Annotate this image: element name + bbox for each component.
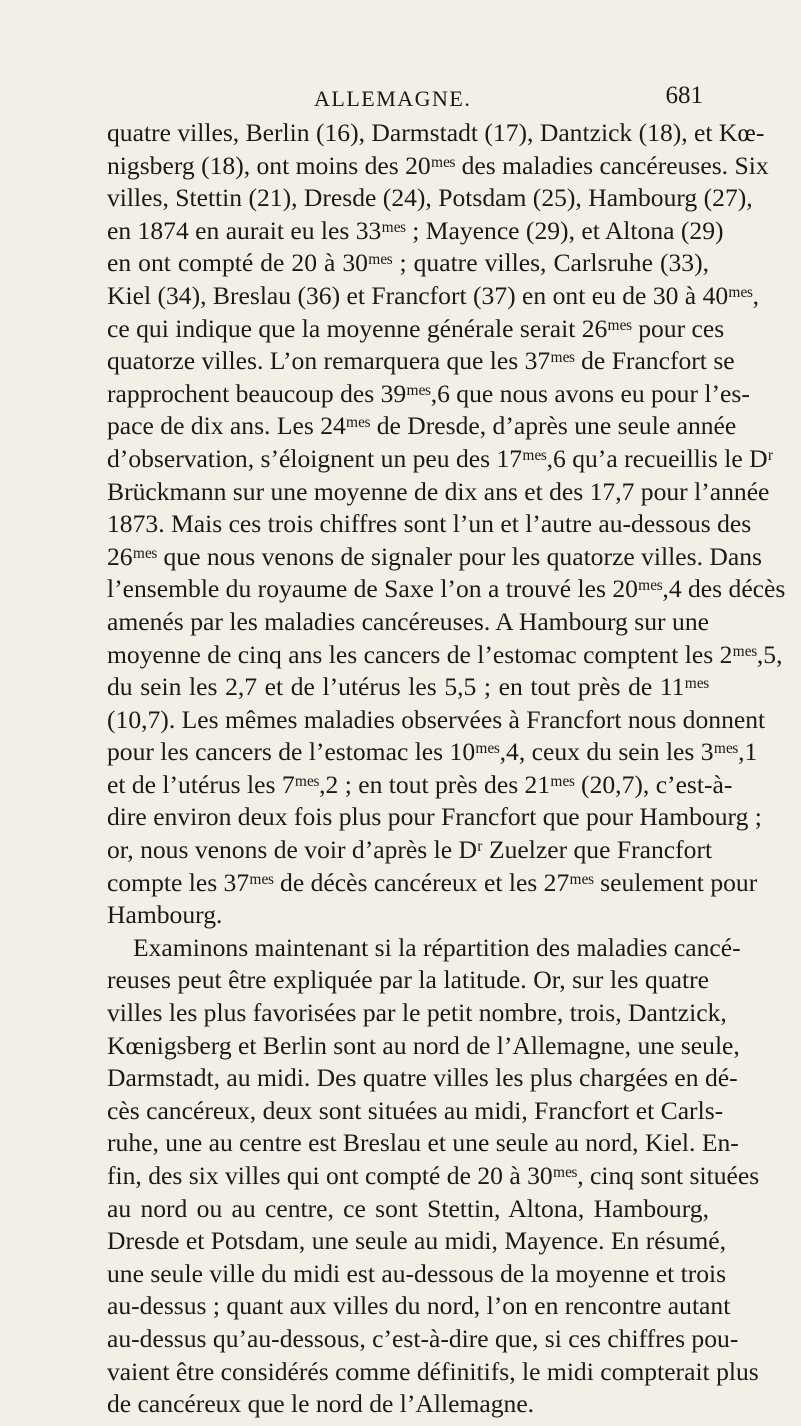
text-line: vaient être considérés comme définitifs, le midi compterait plus [107,1356,759,1386]
text-line: moyenne de cinq ans les cancers de l’estomac comptent les 2ᵐᵉˢ,5, [107,639,783,669]
text-line: pace de dix ans. Les 24ᵐᵉˢ de Dresde, d’après une seule année [107,411,737,441]
text-line: Hambourg. [107,900,223,930]
text-line: Dresde et Potsdam, une seule au midi, Mayence. En résumé, [107,1226,727,1256]
text-line: 1873. Mais ces trois chiffres sont l’un et l’autre au-dessous des [107,509,752,539]
body-text [107,117,786,1421]
text-line: quatre villes, Berlin (16), Darmstadt (17), Dantzick (18), et Kœ- [107,118,765,147]
text-line: ruhe, une au centre est Breslau et une seule au nord, Kiel. En- [107,1128,739,1158]
text-line: rapprochent beaucoup des 39ᵐᵉˢ,6 que nous avons eu pour l’es- [107,378,750,408]
text-line: villes, Stettin (21), Dresde (24), Potsdam (25), Hambourg (27), [107,183,753,213]
text-line: amenés par les maladies cancéreuses. A Hambourg sur une [107,606,709,636]
text-line: quatorze villes. L’on remarquera que les 37ᵐᵉˢ de Francfort se [107,346,735,376]
text-line: Kœnigsberg et Berlin sont au nord de l’Allemagne, une seule, [107,1030,740,1060]
text-line: du sein les 2,7 et de l’utérus les 5,5 ; en tout près de 11ᵐᵉˢ [107,672,709,702]
text-line: Examinons maintenant si la répartition des maladies cancé- [133,932,741,962]
text-line: villes les plus favorisées par le petit nombre, trois, Dantzick, [107,998,727,1028]
text-line: cès cancéreux, deux sont situées au midi, Francfort et Carls- [107,1095,724,1125]
paragraph [107,117,786,932]
text-line: au-dessus qu’au-dessous, c’est-à-dire que, si ces chiffres pou- [107,1323,739,1353]
text-line: 26ᵐᵉˢ que nous venons de signaler pour les quatorze villes. Dans [107,541,762,571]
running-head: ALLEMAGNE. [314,86,472,111]
paragraph [107,932,760,1421]
text-line: pour les cancers de l’estomac les 10ᵐᵉˢ,4, ceux du sein les 3ᵐᵉˢ,1 [107,737,758,767]
text-line: compte les 37ᵐᵉˢ de décès cancéreux et les 27ᵐᵉˢ seulement pour [107,867,758,897]
text-line: au-dessus ; quant aux villes du nord, l’on en rencontre autant [107,1291,731,1321]
text-line: Darmstadt, au midi. Des quatre villes les plus chargées en dé- [107,1063,738,1093]
text-line: d’observation, s’éloignent un peu des 17ᵐᵉˢ,6 qu’a recueillis le Dʳ [107,443,774,473]
text-line: or, nous venons de voir d’après le Dʳ Zuelzer que Francfort [107,835,713,865]
text-line: Brückmann sur une moyenne de dix ans et des 17,7 pour l’année [107,476,770,506]
page-header [0,82,801,118]
text-line: dire environ deux fois plus pour Francfort que pour Hambourg ; [107,802,762,832]
text-line: une seule ville du midi est au-dessous de la moyenne et trois [107,1258,727,1288]
text-line: Kiel (34), Breslau (36) et Francfort (37) en ont eu de 30 à 40ᵐᵉˢ, [107,280,760,310]
text-line: et de l’utérus les 7ᵐᵉˢ,2 ; en tout près des 21ᵐᵉˢ (20,7), c’est-à- [107,769,733,799]
text-line: fin, des six villes qui ont compté de 20 à 30ᵐᵉˢ, cinq sont situées [107,1161,760,1190]
text-line: ce qui indique que la moyenne générale serait 26ᵐᵉˢ pour ces [107,313,725,343]
text-line: nigsberg (18), ont moins des 20ᵐᵉˢ des maladies cancéreuses. Six [107,150,769,180]
text-line: l’ensemble du royaume de Saxe l’on a trouvé les 20ᵐᵉˢ,4 des décès [107,574,786,604]
text-line: en ont compté de 20 à 30ᵐᵉˢ ; quatre villes, Carlsruhe (33), [107,248,709,278]
page-number: 681 [665,82,703,109]
text-line: de cancéreux que le nord de l’Allemagne. [107,1389,535,1419]
text-line: reuses peut être expliquée par la latitude. Or, sur les quatre [107,965,709,995]
text-line: en 1874 en aurait eu les 33ᵐᵉˢ ; Mayence (29), et Altona (29) [107,215,724,245]
text-line: (10,7). Les mêmes maladies observées à Francfort nous donnent [107,704,766,734]
text-line: au nord ou au centre, ce sont Stettin, Altona, Hambourg, [107,1193,709,1223]
